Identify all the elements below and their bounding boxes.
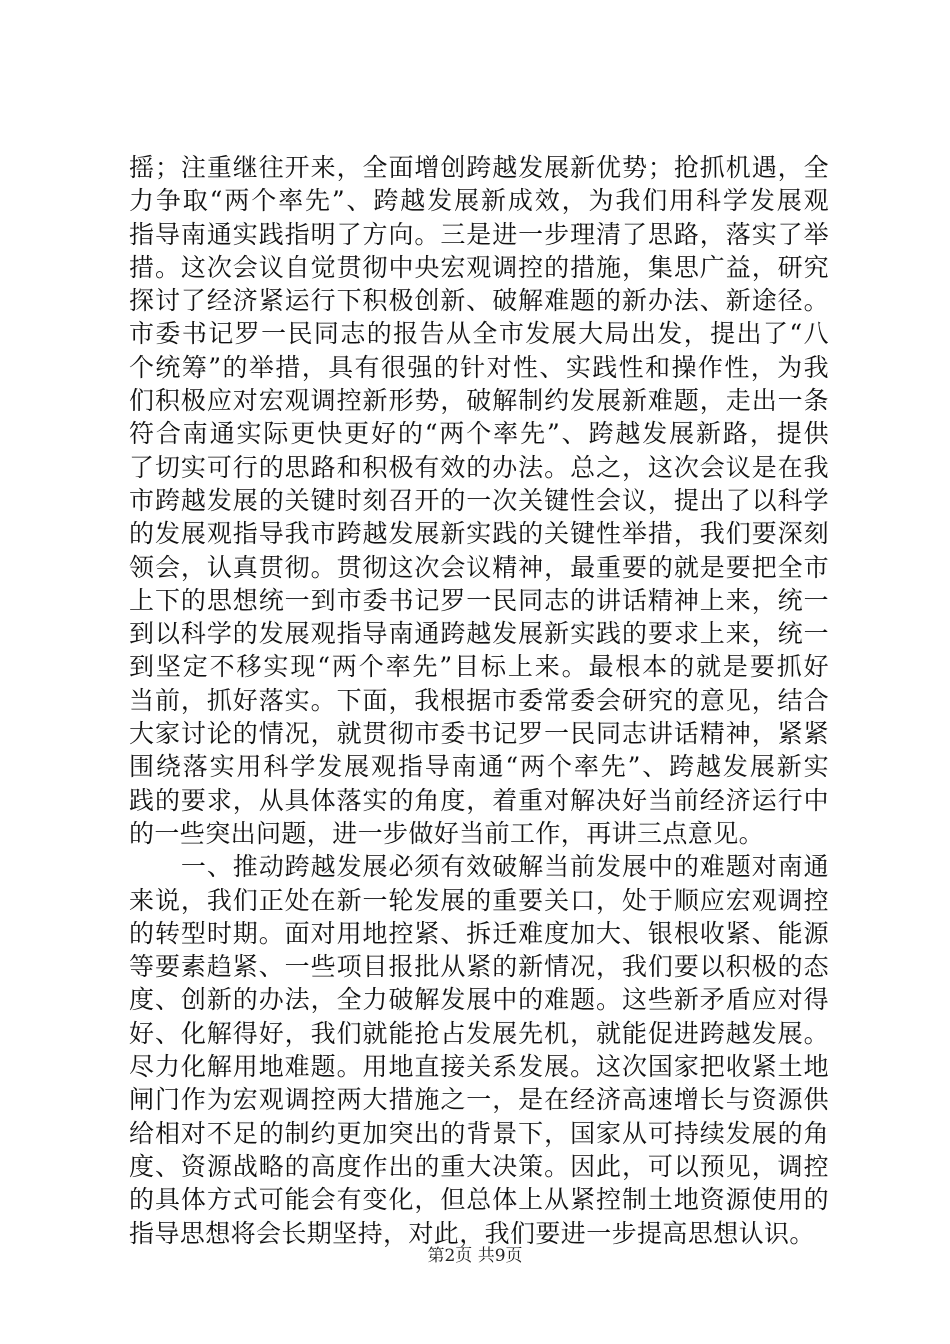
text-line: 摇；注重继往开来，全面增创跨越发展新优势；抢抓机遇，全: [129, 153, 829, 182]
text-line: 好、化解得好，我们就能抢占发展先机，就能促进跨越发展。: [129, 1018, 829, 1048]
text-line: 当前，抓好落实。下面，我根据市委常委会研究的意见，结合: [129, 685, 829, 715]
text-line: 等要素趋紧、一些项目报批从紧的新情况，我们要以积极的态: [129, 952, 829, 982]
text-line: 的转型时期。面对用地控紧、拆迁难度加大、银根收紧、能源: [129, 918, 829, 948]
text-line: 了切实可行的思路和积极有效的办法。总之，这次会议是在我: [129, 452, 829, 482]
text-line: 来说，我们正处在新一轮发展的重要关口，处于顺应宏观调控: [129, 885, 829, 915]
text-line: 度、资源战略的高度作出的重大决策。因此，可以预见，调控: [129, 1151, 829, 1181]
text-line: 符合南通实际更快更好的“两个率先”、跨越发展新路，提供: [129, 419, 829, 449]
text-line: 市委书记罗一民同志的报告从全市发展大局出发，提出了“八: [129, 319, 829, 349]
text-line: 大家讨论的情况，就贯彻市委书记罗一民同志讲话精神，紧紧: [129, 719, 829, 749]
text-line: 围绕落实用科学发展观指导南通“两个率先”、跨越发展新实: [129, 752, 829, 782]
text-line: 尽力化解用地难题。用地直接关系发展。这次国家把收紧土地: [129, 1052, 829, 1082]
text-line: 措。这次会议自觉贯彻中央宏观调控的措施，集思广益，研究: [129, 252, 829, 282]
text-line: 力争取“两个率先”、跨越发展新成效，为我们用科学发展观: [129, 186, 829, 216]
text-line: 上下的思想统一到市委书记罗一民同志的讲话精神上来，统一: [129, 585, 829, 615]
text-line: 一、推动跨越发展必须有效破解当前发展中的难题对南通: [129, 852, 829, 882]
text-line: 指导南通实践指明了方向。三是进一步理清了思路，落实了举: [129, 219, 829, 249]
text-line: 探讨了经济紧运行下积极创新、破解难题的新办法、新途径。: [129, 286, 829, 316]
text-line: 践的要求，从具体落实的角度，着重对解决好当前经济运行中: [129, 785, 829, 815]
text-line: 闸门作为宏观调控两大措施之一，是在经济高速增长与资源供: [129, 1085, 829, 1115]
body-text: [129, 151, 829, 1250]
text-line: 个统筹”的举措，具有很强的针对性、实践性和操作性，为我: [129, 352, 829, 382]
text-line: 的一些突出问题，进一步做好当前工作，再讲三点意见。: [129, 818, 765, 848]
text-line: 们积极应对宏观调控新形势，破解制约发展新难题，走出一条: [129, 386, 829, 416]
text-line: 度、创新的办法，全力破解发展中的难题。这些新矛盾应对得: [129, 985, 829, 1015]
text-line: 领会，认真贯彻。贯彻这次会议精神，最重要的就是要把全市: [129, 552, 829, 582]
text-line: 给相对不足的制约更加突出的背景下，国家从可持续发展的角: [129, 1118, 829, 1148]
text-line: 市跨越发展的关键时刻召开的一次关键性会议，提出了以科学: [129, 485, 829, 515]
page-footer: 第2页 共9页: [427, 1246, 523, 1266]
text-line: 的具体方式可能会有变化，但总体上从紧控制土地资源使用的: [129, 1185, 829, 1215]
text-line: 到坚定不移实现“两个率先”目标上来。最根本的就是要抓好: [129, 652, 829, 682]
text-line: 到以科学的发展观指导南通跨越发展新实践的要求上来，统一: [129, 619, 829, 649]
text-line: 的发展观指导我市跨越发展新实践的关键性举措，我们要深刻: [129, 519, 829, 549]
text-line: 指导思想将会长期坚持，对此，我们要进一步提高思想认识。: [129, 1218, 815, 1248]
